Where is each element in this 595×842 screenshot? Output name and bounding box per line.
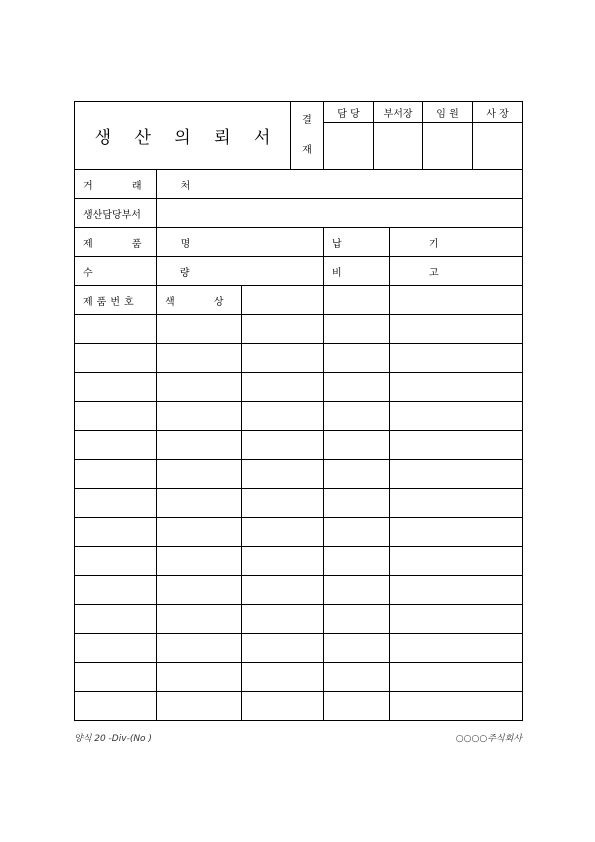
product-no-header: 제품번호 bbox=[75, 286, 157, 315]
item-cell[interactable] bbox=[157, 634, 242, 663]
item-cell[interactable] bbox=[75, 547, 157, 576]
item-cell[interactable] bbox=[242, 489, 324, 518]
item-cell[interactable] bbox=[390, 547, 523, 576]
form-table bbox=[74, 101, 523, 721]
item-cell[interactable] bbox=[157, 692, 242, 721]
item-cell[interactable] bbox=[242, 402, 324, 431]
title-cell bbox=[75, 102, 291, 170]
client-field[interactable] bbox=[157, 170, 523, 199]
item-cell[interactable] bbox=[75, 315, 157, 344]
item-cell[interactable] bbox=[390, 344, 523, 373]
item-row bbox=[75, 460, 523, 489]
approval-sign-president[interactable] bbox=[473, 123, 523, 170]
item-cell[interactable] bbox=[390, 518, 523, 547]
item-cell[interactable] bbox=[324, 460, 390, 489]
approval-sign-manager[interactable] bbox=[324, 123, 374, 170]
item-cell[interactable] bbox=[324, 692, 390, 721]
production-request-form bbox=[74, 101, 522, 720]
item-cell[interactable] bbox=[324, 344, 390, 373]
approval-label-top: 결 bbox=[302, 114, 312, 126]
item-row bbox=[75, 547, 523, 576]
item-row bbox=[75, 489, 523, 518]
item-row bbox=[75, 402, 523, 431]
item-row bbox=[75, 634, 523, 663]
item-cell[interactable] bbox=[390, 373, 523, 402]
item-cell[interactable] bbox=[324, 431, 390, 460]
item-cell[interactable] bbox=[324, 402, 390, 431]
quantity-label: 수 량 bbox=[75, 257, 157, 286]
item-cell[interactable] bbox=[75, 518, 157, 547]
remarks-label: 비 고 bbox=[324, 257, 390, 286]
item-cell[interactable] bbox=[324, 373, 390, 402]
color-header: 색 상 bbox=[157, 286, 242, 315]
item-cell[interactable] bbox=[390, 460, 523, 489]
item-cell[interactable] bbox=[390, 634, 523, 663]
item-row bbox=[75, 692, 523, 721]
item-cell[interactable] bbox=[242, 663, 324, 692]
item-cell[interactable] bbox=[75, 431, 157, 460]
item-cell[interactable] bbox=[157, 344, 242, 373]
approval-header-manager: 담 당 bbox=[324, 102, 374, 123]
approval-header-executive: 임 원 bbox=[423, 102, 473, 123]
item-cell[interactable] bbox=[75, 373, 157, 402]
item-cell[interactable] bbox=[242, 634, 324, 663]
item-cell[interactable] bbox=[157, 373, 242, 402]
item-cell[interactable] bbox=[157, 489, 242, 518]
form-number: 양식 20 -Div-(No ) bbox=[74, 734, 152, 744]
approval-label-bottom: 재 bbox=[302, 144, 312, 156]
item-cell[interactable] bbox=[157, 605, 242, 634]
item-cell[interactable] bbox=[242, 344, 324, 373]
item-row bbox=[75, 663, 523, 692]
item-cell[interactable] bbox=[75, 402, 157, 431]
item-cell[interactable] bbox=[157, 431, 242, 460]
item-cell[interactable] bbox=[242, 605, 324, 634]
item-cell[interactable] bbox=[75, 460, 157, 489]
item-cell[interactable] bbox=[324, 576, 390, 605]
item-cell[interactable] bbox=[242, 431, 324, 460]
item-row bbox=[75, 344, 523, 373]
approval-header-dept-head: 부서장 bbox=[374, 102, 423, 123]
item-cell[interactable] bbox=[324, 663, 390, 692]
item-row bbox=[75, 576, 523, 605]
item-cell[interactable] bbox=[390, 315, 523, 344]
item-cell[interactable] bbox=[390, 692, 523, 721]
item-cell[interactable] bbox=[75, 692, 157, 721]
item-cell[interactable] bbox=[75, 489, 157, 518]
item-cell[interactable] bbox=[324, 489, 390, 518]
item-cell[interactable] bbox=[242, 518, 324, 547]
item-cell[interactable] bbox=[390, 431, 523, 460]
item-cell[interactable] bbox=[75, 344, 157, 373]
item-cell[interactable] bbox=[324, 315, 390, 344]
item-cell[interactable] bbox=[324, 547, 390, 576]
item-cell[interactable] bbox=[157, 576, 242, 605]
item-header-blank-1 bbox=[242, 286, 324, 315]
delivery-date-label: 납 기 bbox=[324, 228, 390, 257]
item-cell[interactable] bbox=[390, 663, 523, 692]
production-dept-label: 생산담당부서 bbox=[75, 199, 157, 228]
approval-header-president: 사 장 bbox=[473, 102, 523, 123]
approval-sign-dept-head[interactable] bbox=[374, 123, 423, 170]
item-cell[interactable] bbox=[242, 460, 324, 489]
item-cell[interactable] bbox=[157, 315, 242, 344]
item-cell[interactable] bbox=[390, 576, 523, 605]
item-row bbox=[75, 373, 523, 402]
item-cell[interactable] bbox=[324, 605, 390, 634]
item-cell[interactable] bbox=[242, 547, 324, 576]
client-label: 거 래 처 bbox=[75, 170, 157, 199]
item-row bbox=[75, 431, 523, 460]
item-cell[interactable] bbox=[157, 402, 242, 431]
item-cell[interactable] bbox=[157, 663, 242, 692]
item-cell[interactable] bbox=[242, 576, 324, 605]
item-cell[interactable] bbox=[390, 489, 523, 518]
item-cell[interactable] bbox=[390, 605, 523, 634]
company-name: ○○○○주식회사 bbox=[455, 734, 522, 744]
item-cell[interactable] bbox=[242, 373, 324, 402]
item-header-blank-3 bbox=[390, 286, 523, 315]
item-header-blank-2 bbox=[324, 286, 390, 315]
item-cell[interactable] bbox=[157, 518, 242, 547]
item-cell[interactable] bbox=[157, 547, 242, 576]
item-cell[interactable] bbox=[324, 634, 390, 663]
document-title: 생 산 의 뢰 서 bbox=[94, 128, 280, 148]
item-cell[interactable] bbox=[390, 402, 523, 431]
approval-sign-executive[interactable] bbox=[423, 123, 473, 170]
item-cell[interactable] bbox=[242, 315, 324, 344]
item-cell[interactable] bbox=[75, 605, 157, 634]
item-cell[interactable] bbox=[75, 576, 157, 605]
production-dept-field[interactable] bbox=[157, 199, 523, 228]
item-row bbox=[75, 518, 523, 547]
approval-label-cell bbox=[291, 102, 324, 170]
item-cell[interactable] bbox=[324, 518, 390, 547]
product-name-label: 제 품 명 bbox=[75, 228, 157, 257]
item-cell[interactable] bbox=[75, 634, 157, 663]
item-row bbox=[75, 315, 523, 344]
item-cell[interactable] bbox=[157, 460, 242, 489]
item-row bbox=[75, 605, 523, 634]
item-cell[interactable] bbox=[242, 692, 324, 721]
item-cell[interactable] bbox=[75, 663, 157, 692]
